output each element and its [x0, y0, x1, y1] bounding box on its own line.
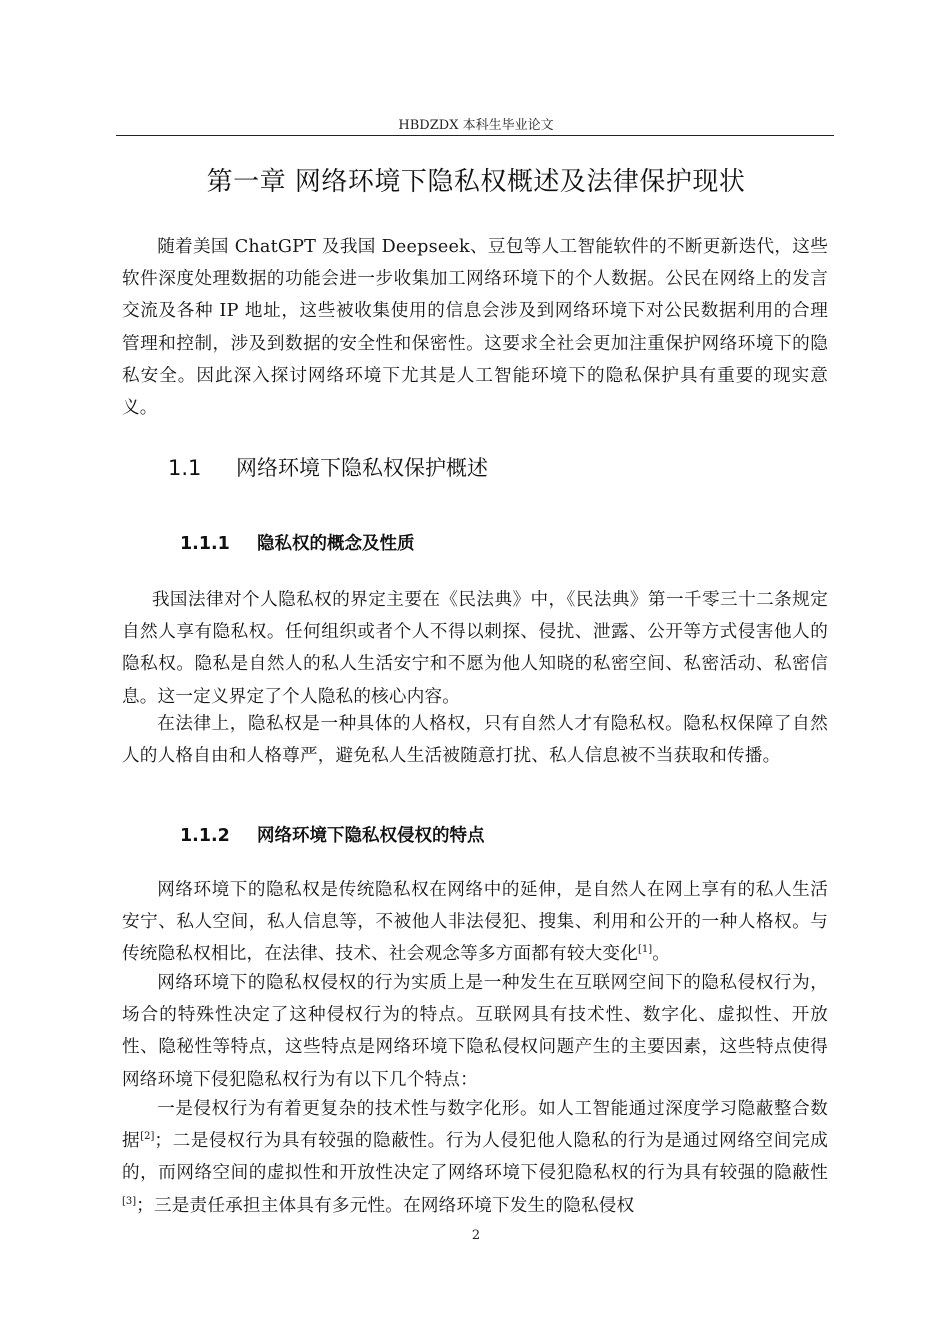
paragraph-text: ；三是责任承担主体具有多元性。在网络环境下发生的隐私侵权 — [136, 1195, 635, 1216]
paragraph-end: 。 — [652, 944, 670, 965]
section-heading-1-1-2 — [180, 823, 485, 849]
paragraph-privacy-nature: 在法律上，隐私权是一种具体的人格权，只有自然人才有隐私权。隐私权保障了自然人的人格自由和人格尊严，避免私人生活被随意打扰、私人信息被不当获取和传播。 — [122, 714, 828, 767]
citation-1[interactable]: [1] — [638, 944, 653, 956]
paragraph-network-privacy — [122, 874, 828, 971]
section-heading-1-1-1 — [180, 531, 415, 557]
section-number: 1.1.1 — [180, 534, 230, 554]
page-number: 2 — [471, 1228, 481, 1243]
citation-2[interactable]: [2] — [140, 1131, 155, 1143]
intro-paragraph: 随着美国 ChatGPT 及我国 Deepseek、豆包等人工智能软件的不断更新迭代，这些软件深度处理数据的功能会进一步收集加工网络环境下的个人数据。公民在网络上的发言交流及各种 IP 地址，这些被收集使用的信息会涉及到网络环境下对公民数据利用的合理管理和控制，涉及到数据的安全性和保密性。这要求全社会更加注重保护网络环境下的隐私安全。因此深入探讨网络环境下尤其是人工智能环境下的隐私保护具有重要的现实意义。 — [122, 237, 828, 419]
section-heading-1-1 — [168, 453, 488, 483]
section-title: 网络环境下隐私权保护概述 — [236, 456, 488, 480]
paragraph-privacy-definition: 我国法律对个人隐私权的界定主要在《民法典》中，《民法典》第一千零三十二条规定自然人享有隐私权。任何组织或者个人不得以刺探、侵扰、泄露、公开等方式侵害他人的隐私权。隐私是自然人的私人生活安宁和不愿为他人知晓的私密空间、私密活动、私密信息。这一定义界定了个人隐私的核心内容。 — [122, 590, 828, 707]
header-rule — [116, 135, 834, 136]
chapter-title: 第一章 网络环境下隐私权概述及法律保护现状 — [206, 167, 746, 197]
paragraph-text: ；二是侵权行为具有较强的隐蔽性。行为人侵犯他人隐私的行为是通过网络空间完成的，而网络空间的虚拟性和开放性决定了网络环境下侵犯隐私权的行为具有较强的隐蔽性 — [122, 1131, 828, 1184]
section-title: 隐私权的概念及性质 — [257, 534, 415, 554]
section-number: 1.1 — [168, 456, 202, 480]
paragraph-text: 网络环境下的隐私权是传统隐私权在网络中的延伸，是自然人在网上享有的私人生活安宁、私人空间，私人信息等，不被他人非法侵犯、搜集、利用和公开的一种人格权。与传统隐私权相比，在法律、技术、社会观念等多方面都有较大变化 — [122, 880, 828, 965]
citation-3[interactable]: [3] — [122, 1195, 137, 1207]
running-header: HBDZDX 本科生毕业论文 — [398, 118, 554, 133]
paragraph-infringement-nature: 网络环境下的隐私权侵权的行为实质上是一种发生在互联网空间下的隐私侵权行为，场合的特殊性决定了这种侵权行为的特点。互联网具有技术性、数字化、虚拟性、开放性、隐秘性等特点，这些特点是网络环境下隐私侵权问题产生的主要因素，这些特点使得网络环境下侵犯隐私权行为有以下几个特点： — [122, 973, 828, 1090]
section-number: 1.1.2 — [180, 826, 230, 846]
paragraph-text: 一是侵权行为有着更复杂的技术性与数字化形。如人工智能通过深度学习隐蔽整合数据 — [122, 1099, 828, 1152]
paragraph-infringement-features — [122, 1093, 828, 1222]
section-title: 网络环境下隐私权侵权的特点 — [257, 826, 485, 846]
